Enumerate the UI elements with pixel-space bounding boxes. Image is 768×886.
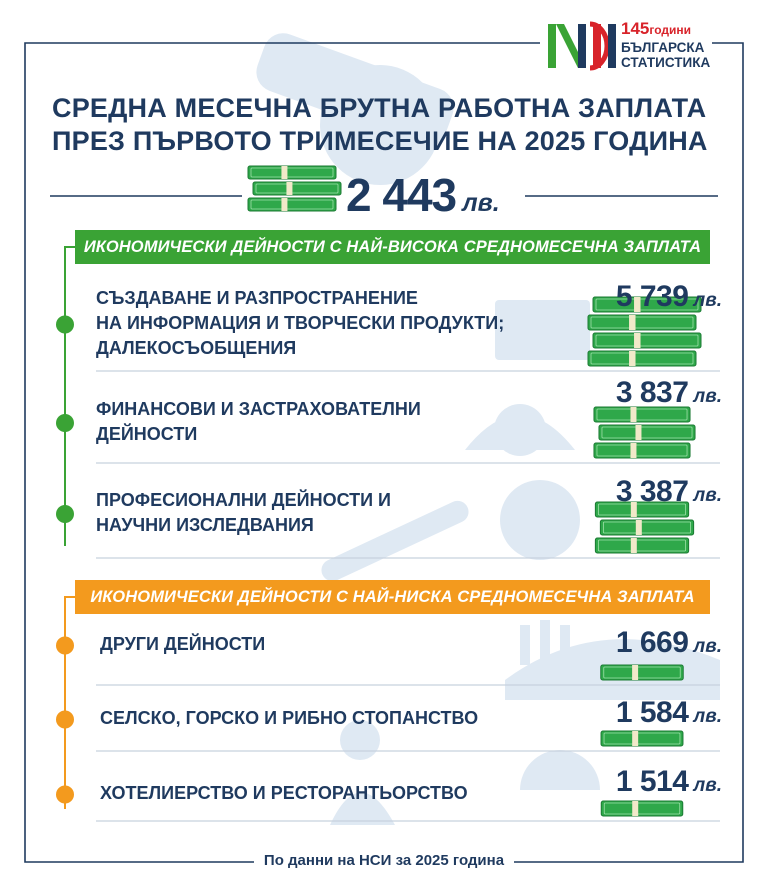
salary-value [616, 765, 722, 799]
salary-unit: лв. [693, 636, 722, 657]
activity-label-line: НА ИНФОРМАЦИЯ И ТВОРЧЕСКИ ПРОДУКТИ; [96, 313, 505, 333]
logo-years: 145 [621, 19, 650, 38]
logo-anniversary [621, 21, 691, 38]
logo-i [593, 24, 601, 68]
money-band [634, 333, 640, 348]
salary-amount: 3 837 [615, 376, 689, 409]
money-band [631, 538, 637, 553]
activity-label-line: ДЕЙНОСТИ [96, 424, 198, 444]
watermark-laptop-icon [495, 300, 590, 360]
money-band [629, 351, 635, 366]
timeline-bullet [56, 786, 74, 804]
money-band [281, 198, 287, 211]
money-stack-icon [594, 407, 695, 458]
section-header-lowest: ИКОНОМИЧЕСКИ ДЕЙНОСТИ С НАЙ-НИСКА СРЕДНОМЕСЕЧНА ЗАПЛАТА [75, 580, 710, 614]
salary-amount: 1 669 [615, 626, 689, 659]
source-footer [0, 852, 768, 869]
activity-label [96, 286, 504, 361]
activity-label-line: ДРУГИ ДЕЙНОСТИ [100, 634, 266, 654]
activity-label [96, 488, 391, 538]
money-band [632, 665, 638, 680]
watermark-cloche-icon [520, 750, 600, 790]
activity-label-line: НАУЧНИ ИЗСЛЕДВАНИЯ [96, 515, 314, 535]
watermark-wheat-icon [520, 625, 530, 665]
logo-line2: СТАТИСТИКА [621, 55, 711, 70]
activity-label [100, 706, 478, 731]
salary-value [616, 626, 722, 660]
logo-years-word: години [649, 23, 692, 37]
money-stack-icon [601, 801, 682, 816]
money-band [630, 443, 636, 458]
salary-unit: лв. [693, 775, 722, 796]
timeline-bullet [56, 637, 74, 655]
salary-amount: 3 387 [615, 475, 689, 508]
salary-unit: лв. [693, 706, 722, 727]
section-header-highest: ИКОНОМИЧЕСКИ ДЕЙНОСТИ С НАЙ-ВИСОКА СРЕДНОМЕСЕЧНА ЗАПЛАТА [75, 230, 710, 264]
title-line-2: ПРЕЗ ПЪРВОТО ТРИМЕСЕЧИЕ НА 2025 ГОДИНА [52, 126, 708, 156]
activity-label [96, 397, 421, 447]
salary-unit: лв. [693, 485, 722, 506]
logo-n-left [548, 24, 556, 68]
activity-label [100, 632, 265, 657]
salary-value [616, 376, 722, 410]
timeline-bullet [56, 505, 74, 523]
money-stack-icon [601, 731, 683, 746]
salary-amount: 1 584 [615, 696, 689, 729]
money-stack-icon [601, 665, 683, 680]
salary-value [616, 475, 722, 509]
money-band [636, 520, 642, 535]
money-band [281, 166, 287, 179]
total-money-stack-icon [248, 166, 341, 211]
logo-n-right [578, 24, 586, 68]
activity-label-line: ДАЛЕКОСЪОБЩЕНИЯ [96, 338, 297, 358]
salary-unit: лв. [693, 290, 722, 311]
title-line-1: СРЕДНА МЕСЕЧНА БРУТНА РАБОТНА ЗАПЛАТА [52, 93, 707, 123]
page-title [52, 92, 708, 158]
total-salary [346, 168, 500, 222]
activity-label-line: СЪЗДАВАНЕ И РАЗПРОСТРАНЕНИЕ [96, 288, 418, 308]
timeline-bullet [56, 316, 74, 334]
activity-label-line: ХОТЕЛИЕРСТВО И РЕСТОРАНТЬОРСТВО [100, 783, 468, 803]
money-band [632, 801, 638, 816]
money-band [632, 731, 638, 746]
timeline-line [65, 597, 75, 809]
salary-unit: лв. [693, 386, 722, 407]
timeline-line [65, 247, 75, 546]
source-note: По данни на НСИ за 2025 година [254, 852, 514, 869]
logo-i-right [608, 24, 616, 68]
salary-amount: 1 514 [615, 765, 689, 798]
money-stack-icon [595, 502, 693, 553]
activity-label [100, 781, 468, 806]
nsi-logo-icon [548, 24, 616, 68]
timeline-bullet [56, 414, 74, 432]
total-value: 2 443 [346, 169, 457, 221]
money-band [629, 315, 635, 330]
salary-value [616, 280, 722, 314]
watermark-helmet-icon [500, 480, 580, 560]
total-unit: лв. [462, 189, 500, 217]
timeline-bullet [56, 711, 74, 729]
salary-amount: 5 739 [615, 280, 689, 313]
logo-line1: БЪЛГАРСКА [621, 40, 705, 55]
money-band [286, 182, 292, 195]
activity-label-line: ФИНАНСОВИ И ЗАСТРАХОВАТЕЛНИ [96, 399, 421, 419]
salary-value [616, 696, 722, 730]
activity-label-line: ПРОФЕСИОНАЛНИ ДЕЙНОСТИ И [96, 490, 391, 510]
activity-label-line: СЕЛСКО, ГОРСКО И РИБНО СТОПАНСТВО [100, 708, 479, 728]
money-band [635, 425, 641, 440]
